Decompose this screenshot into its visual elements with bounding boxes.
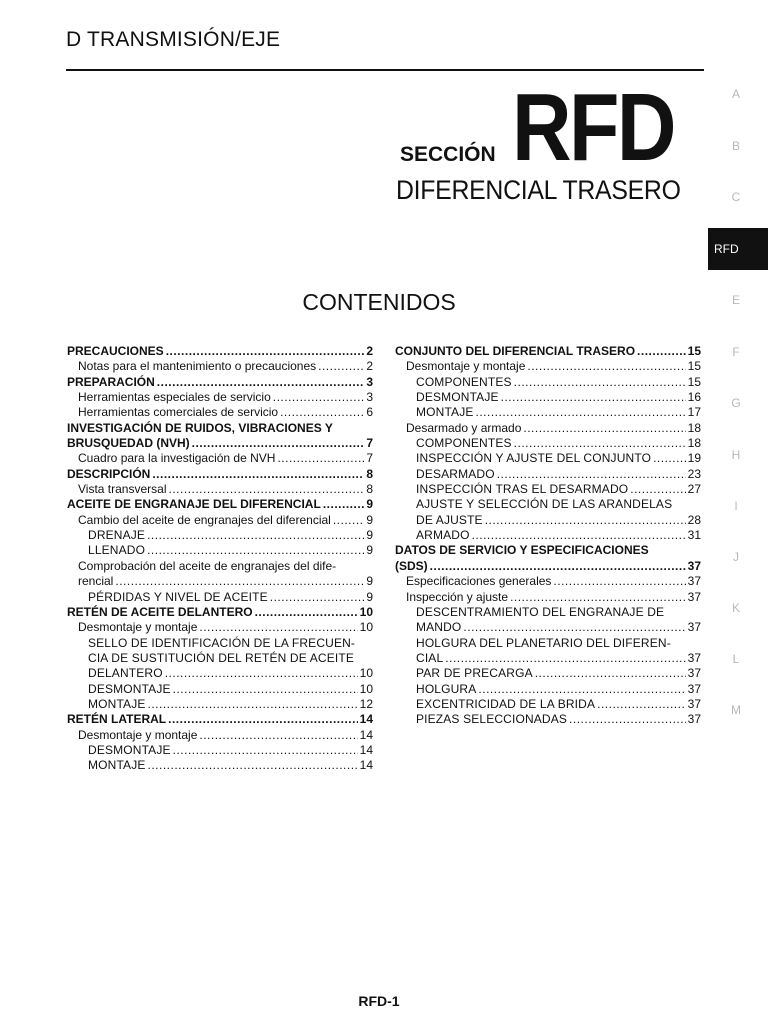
toc-entry[interactable] <box>395 451 701 466</box>
side-tab-f[interactable]: F <box>732 345 740 359</box>
toc-entry[interactable] <box>395 666 701 681</box>
toc-entry-title: INSPECCIÓN Y AJUSTE DEL CONJUNTO <box>416 451 652 466</box>
toc-entry-continued[interactable]: DATOS DE SERVICIO Y ESPECIFICACIONES <box>395 543 649 558</box>
toc-entry[interactable] <box>395 359 701 374</box>
toc-entry-title: INSPECCIÓN TRAS EL DESARMADO <box>416 482 629 497</box>
toc-entry-page: 2 <box>366 344 373 358</box>
side-tab-b[interactable]: B <box>731 139 740 153</box>
dot-leader <box>280 405 364 420</box>
dot-leader <box>255 605 358 620</box>
toc-entry[interactable] <box>67 359 373 374</box>
toc-entry-title: PIEZAS SELECCIONADAS <box>416 712 568 727</box>
toc-entry-title: PRECAUCIONES <box>67 344 164 358</box>
toc-entry-title: rencial <box>78 574 114 589</box>
toc-entry[interactable] <box>395 421 701 436</box>
toc-entry-title: ARMADO <box>416 528 470 543</box>
dot-leader <box>165 666 358 681</box>
dot-leader <box>270 590 365 605</box>
toc-entry[interactable] <box>67 390 373 405</box>
toc-entry[interactable] <box>67 528 373 543</box>
side-tab-j[interactable]: J <box>733 550 739 564</box>
toc-entry-title: Desarmado y armado <box>406 420 522 435</box>
page-number: RFD-1 <box>358 993 400 1009</box>
toc-entry-page: 19 <box>687 451 701 466</box>
side-tab-i[interactable]: I <box>734 499 738 513</box>
toc-entry-continued[interactable]: SELLO DE IDENTIFICACIÓN DE LA FRECUEN- <box>88 635 356 650</box>
dot-leader <box>323 497 365 512</box>
toc-entry-page: 37 <box>687 712 701 727</box>
toc-entry-title: Herramientas especiales de servicio <box>78 390 271 405</box>
toc-entry-title: DELANTERO <box>88 666 163 681</box>
toc-entry-continued[interactable]: CIA DE SUSTITUCIÓN DEL RETÉN DE ACEITE <box>88 650 354 665</box>
dot-leader <box>510 590 686 605</box>
dot-leader <box>333 513 364 528</box>
toc-entry[interactable] <box>395 620 701 635</box>
toc-entry-title: MANDO <box>416 620 462 635</box>
toc-entry-page: 9 <box>366 543 373 558</box>
toc-entry-page: 14 <box>359 742 373 757</box>
dot-leader <box>637 344 686 359</box>
toc-entry-page: 9 <box>366 574 373 589</box>
toc-entry-title: LLENADO <box>88 543 146 558</box>
toc-entry[interactable] <box>395 436 701 451</box>
toc-entry-title: Cuadro para la investigación de NVH <box>78 451 276 466</box>
toc-entry[interactable] <box>395 513 701 528</box>
dot-leader <box>553 574 685 589</box>
dot-leader <box>152 467 364 482</box>
side-tab-a[interactable]: A <box>731 87 740 101</box>
toc-entry-title: PAR DE PRECARGA <box>416 666 533 681</box>
toc-entry-page: 9 <box>366 589 373 604</box>
toc-entry[interactable] <box>395 344 701 359</box>
toc-entry[interactable] <box>67 451 373 466</box>
dot-leader <box>523 421 685 436</box>
toc-entry-title: EXCENTRICIDAD DE LA BRIDA <box>416 696 596 711</box>
toc-entry[interactable] <box>395 482 701 497</box>
toc-entry-title: RETÉN LATERAL <box>67 712 167 727</box>
toc-entry-title: MONTAJE <box>416 405 474 420</box>
toc-entry[interactable] <box>395 405 701 420</box>
toc-entry-page: 37 <box>687 620 701 635</box>
toc-entry-page: 23 <box>687 466 701 481</box>
toc-entry[interactable] <box>395 651 701 666</box>
dot-leader <box>115 574 364 589</box>
toc-entry-continued[interactable]: AJUSTE Y SELECCIÓN DE LAS ARANDELAS <box>416 497 673 512</box>
toc-entry-title: DESMONTAJE <box>88 742 171 757</box>
toc-entry[interactable] <box>67 712 373 727</box>
dot-leader <box>597 697 686 712</box>
toc-entry-page: 37 <box>687 589 701 604</box>
toc-entry-continued[interactable]: HOLGURA DEL PLANETARIO DEL DIFEREN- <box>416 635 671 650</box>
toc-entry-title: DESCRIPCIÓN <box>67 466 151 481</box>
page-footer <box>0 993 768 1009</box>
toc-entry-title: HOLGURA <box>416 681 477 696</box>
toc-entry-page: 9 <box>366 497 373 512</box>
toc-entry-page: 18 <box>687 436 701 451</box>
toc-entry-title: Notas para el mantenimiento o precauciones <box>78 359 317 374</box>
toc-entry[interactable] <box>67 436 373 451</box>
section-label: SECCIÓN <box>400 143 496 166</box>
toc-entry-page: 8 <box>366 482 373 497</box>
toc-entry-page: 8 <box>366 466 373 481</box>
toc-entry[interactable] <box>67 758 373 773</box>
toc-entry-page: 3 <box>366 390 373 405</box>
toc-entry[interactable] <box>67 543 373 558</box>
dot-leader <box>501 390 686 405</box>
toc-entry[interactable] <box>67 590 373 605</box>
toc-entry[interactable] <box>67 467 373 482</box>
toc-entry[interactable] <box>67 620 373 635</box>
section-category: D TRANSMISIÓN/EJE <box>66 28 281 51</box>
toc-entry-title: MONTAJE <box>88 696 146 711</box>
side-tab-k[interactable]: K <box>731 601 740 615</box>
toc-entry-page: 9 <box>366 528 373 543</box>
toc-entry-page: 14 <box>359 712 373 727</box>
dot-leader <box>535 666 686 681</box>
toc-entry-title: DESMONTAJE <box>88 681 171 696</box>
contents-heading <box>0 289 768 316</box>
dot-leader <box>514 375 686 390</box>
toc-entry[interactable] <box>395 375 701 390</box>
toc-entry-title: CIAL <box>416 650 444 665</box>
dot-leader <box>168 482 364 497</box>
toc-entry-page: 37 <box>687 666 701 681</box>
toc-entry-title: BRUSQUEDAD (NVH) <box>67 436 190 451</box>
dot-leader <box>430 559 686 574</box>
toc-entry-title: DRENAJE <box>88 528 146 543</box>
toc-entry[interactable] <box>67 513 373 528</box>
toc-entry[interactable] <box>395 574 701 589</box>
toc-entry-page: 7 <box>366 451 373 466</box>
toc-entry-page: 15 <box>687 344 701 358</box>
toc-entry-page: 10 <box>359 666 373 681</box>
dot-leader <box>653 451 686 466</box>
side-tab-h[interactable]: H <box>731 448 741 462</box>
toc-entry-page: 10 <box>359 681 373 696</box>
section-title: DIFERENCIAL TRASERO <box>396 175 681 205</box>
dot-leader <box>476 405 686 420</box>
toc-entry[interactable] <box>67 344 373 359</box>
toc-entry-page: 37 <box>687 696 701 711</box>
toc-entry[interactable] <box>67 375 373 390</box>
toc-entry-title: Vista transversal <box>78 482 167 497</box>
toc-entry-page: 14 <box>359 758 373 773</box>
toc-entry-page: 37 <box>687 650 701 665</box>
toc-entry-page: 10 <box>359 620 373 635</box>
dot-leader <box>514 436 686 451</box>
dot-leader <box>277 451 364 466</box>
dot-leader <box>157 375 365 390</box>
toc-entry[interactable] <box>67 574 373 589</box>
toc-entry[interactable] <box>67 697 373 712</box>
toc-entry-title: PÉRDIDAS Y NIVEL DE ACEITE <box>88 589 268 604</box>
toc-entry-title: Cambio del aceite de engranajes del diferencial <box>78 512 331 527</box>
dot-leader <box>166 344 365 359</box>
toc-entry-continued[interactable]: INVESTIGACIÓN DE RUIDOS, VIBRACIONES Y <box>67 420 333 435</box>
toc-entry-title: DESARMADO <box>416 466 495 481</box>
toc-entry[interactable] <box>67 605 373 620</box>
side-tab-c[interactable]: C <box>731 190 741 204</box>
dot-leader <box>199 728 357 743</box>
toc-entry[interactable] <box>67 405 373 420</box>
side-tab-m[interactable]: M <box>731 703 741 717</box>
toc-entry-page: 16 <box>687 390 701 405</box>
toc-entry-page: 37 <box>687 558 701 573</box>
toc-entry-title: ACEITE DE ENGRANAJE DEL DIFERENCIAL <box>67 497 321 512</box>
dot-leader <box>485 513 686 528</box>
dot-leader <box>463 620 685 635</box>
toc-entry-title: Desmontaje y montaje <box>406 359 526 374</box>
toc-entry[interactable] <box>395 682 701 697</box>
toc-entry-page: 6 <box>366 405 373 420</box>
toc-entry-title: PREPARACIÓN <box>67 374 155 389</box>
toc-entry[interactable] <box>67 666 373 681</box>
contents-heading-text: CONTENIDOS <box>302 289 456 315</box>
toc-entry[interactable] <box>67 728 373 743</box>
toc-entry-title: RETÉN DE ACEITE DELANTERO <box>67 604 253 619</box>
toc-entry-page: 15 <box>687 374 701 389</box>
dot-leader <box>527 359 685 374</box>
toc-entry-title: CONJUNTO DEL DIFERENCIAL TRASERO <box>395 344 636 358</box>
side-tab-rfd[interactable]: RFD <box>708 228 768 270</box>
toc-entry-page: 3 <box>366 374 373 389</box>
dot-leader <box>148 758 358 773</box>
dot-leader <box>148 697 358 712</box>
toc-entry-page: 28 <box>687 512 701 527</box>
side-tab-l[interactable]: L <box>732 652 740 666</box>
dot-leader <box>569 712 686 727</box>
dot-leader <box>478 682 685 697</box>
dot-leader <box>472 528 686 543</box>
toc-entry-page: 37 <box>687 574 701 589</box>
toc-right-column <box>395 344 701 728</box>
header-divider <box>66 69 704 71</box>
dot-leader <box>273 390 365 405</box>
dot-leader <box>497 467 686 482</box>
side-tab-e[interactable]: E <box>731 293 740 307</box>
toc-entry-page: 18 <box>687 420 701 435</box>
section-code: RFD <box>512 74 674 181</box>
dot-leader <box>173 682 358 697</box>
toc-entry-title: COMPONENTES <box>416 374 512 389</box>
toc-entry-title: Inspección y ajuste <box>406 589 509 604</box>
toc-entry[interactable] <box>395 467 701 482</box>
toc-entry[interactable] <box>395 528 701 543</box>
toc-entry-page: 7 <box>366 436 373 451</box>
toc-entry[interactable] <box>67 682 373 697</box>
toc-entry-page: 14 <box>359 727 373 742</box>
toc-entry-page: 37 <box>687 681 701 696</box>
toc-left-column <box>67 344 373 774</box>
toc-entry-continued[interactable]: Comprobación del aceite de engranajes del dife- <box>78 558 337 573</box>
toc-entry-page: 10 <box>359 604 373 619</box>
dot-leader <box>318 359 364 374</box>
toc-entry[interactable] <box>395 590 701 605</box>
toc-entry-page: 15 <box>687 359 701 374</box>
section-tabs <box>704 0 768 1024</box>
toc-entry[interactable] <box>395 559 701 574</box>
toc-entry-title: Herramientas comerciales de servicio <box>78 405 279 420</box>
dot-leader <box>168 712 358 727</box>
toc-entry-continued[interactable]: DESCENTRAMIENTO DEL ENGRANAJE DE <box>416 604 665 619</box>
toc-entry-page: 2 <box>366 359 373 374</box>
toc-entry-page: 17 <box>687 405 701 420</box>
toc-entry[interactable] <box>67 743 373 758</box>
toc-entry-title: Especificaciones generales <box>406 574 552 589</box>
dot-leader <box>147 528 364 543</box>
toc-entry-title: (SDS) <box>395 558 428 573</box>
dot-leader <box>192 436 365 451</box>
toc-entry-title: DE AJUSTE <box>416 512 483 527</box>
dot-leader <box>147 543 364 558</box>
dot-leader <box>445 651 685 666</box>
toc-entry-title: MONTAJE <box>88 758 146 773</box>
dot-leader <box>630 482 685 497</box>
toc-entry-title: DESMONTAJE <box>416 390 499 405</box>
toc-entry[interactable] <box>67 497 373 512</box>
toc-entry[interactable] <box>395 697 701 712</box>
toc-entry[interactable] <box>67 482 373 497</box>
toc-entry-page: 31 <box>687 528 701 543</box>
dot-leader <box>173 743 358 758</box>
toc-entry-title: Desmontaje y montaje <box>78 727 198 742</box>
toc-entry-title: COMPONENTES <box>416 436 512 451</box>
toc-entry-page: 12 <box>359 696 373 711</box>
toc-entry[interactable] <box>395 712 701 727</box>
toc-entry[interactable] <box>395 390 701 405</box>
toc-entry-page: 9 <box>366 512 373 527</box>
toc-entry-title: Desmontaje y montaje <box>78 620 198 635</box>
side-tab-g[interactable]: G <box>731 396 741 410</box>
toc-entry-page: 27 <box>687 482 701 497</box>
dot-leader <box>199 620 357 635</box>
